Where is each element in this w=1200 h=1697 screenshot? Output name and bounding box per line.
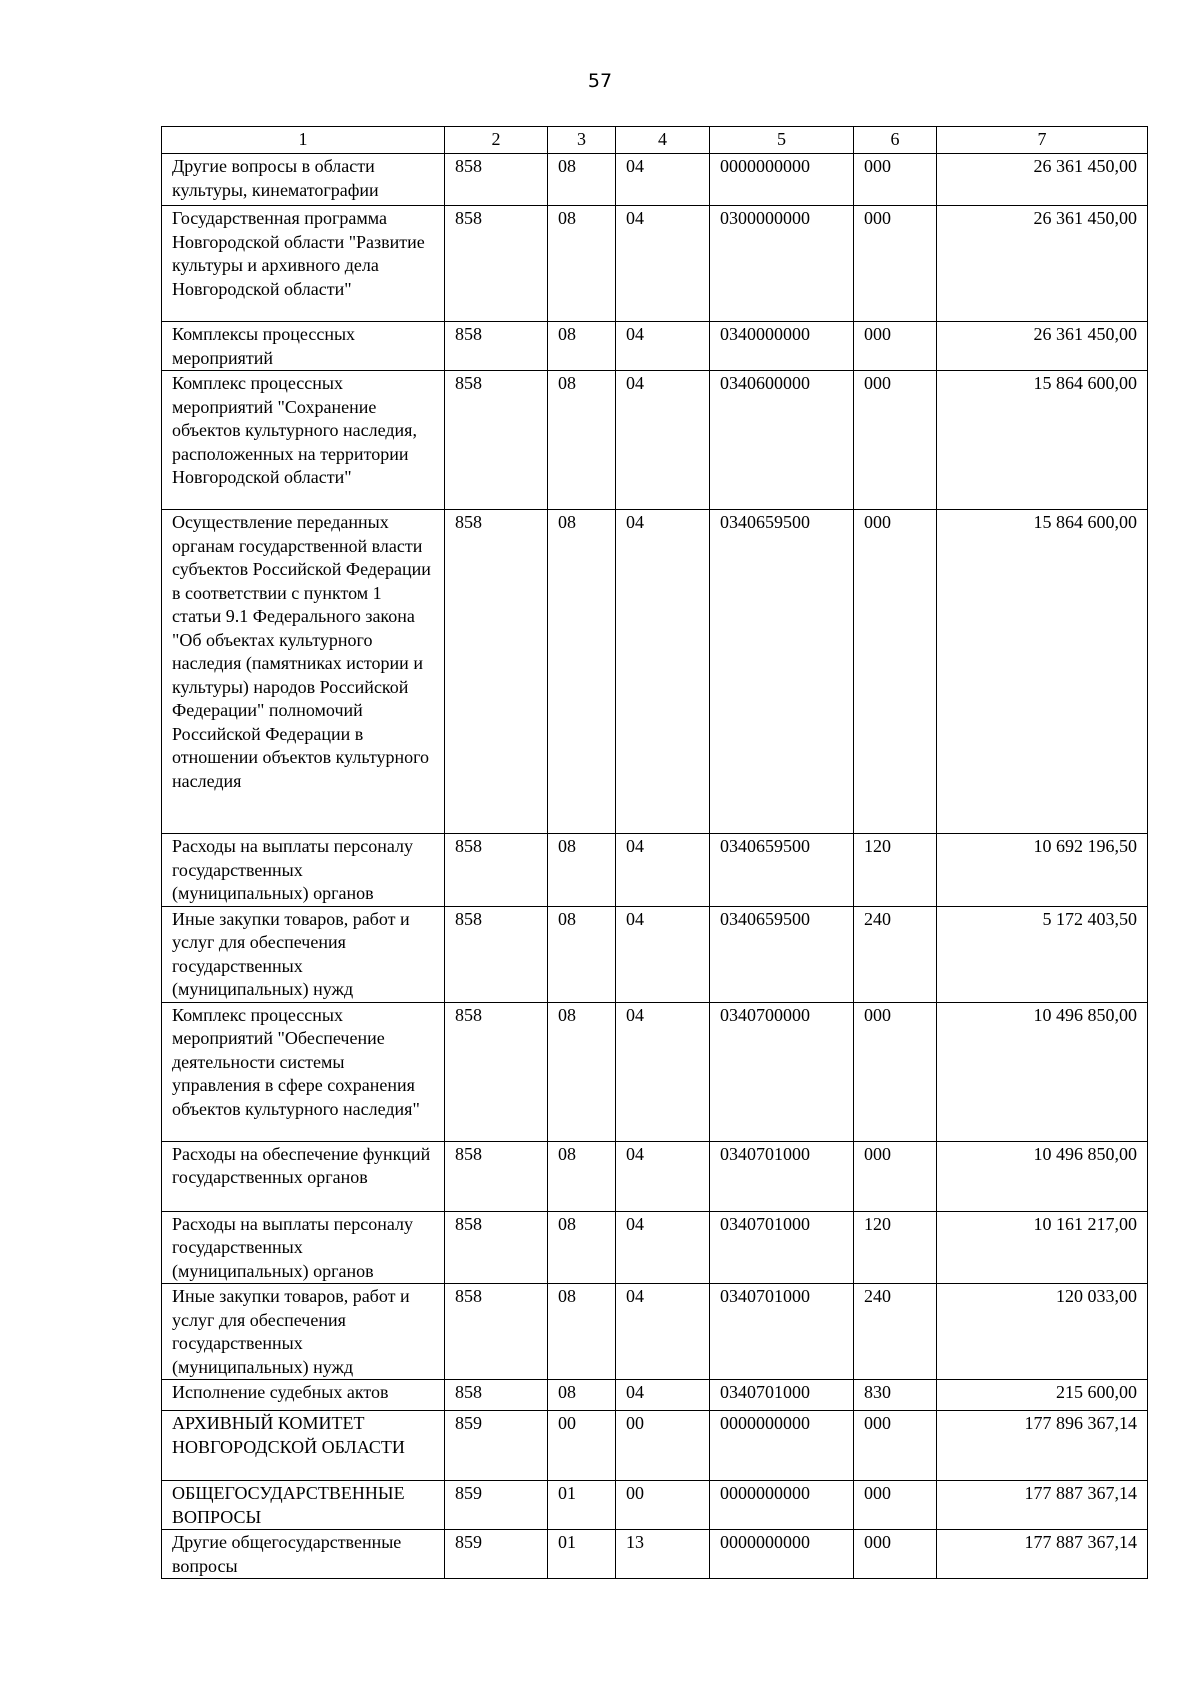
- row-name-cell: Комплекс процессных мероприятий "Обеспечение деятельности системы управления в сфере сохранения объектов культурного наследия": [162, 1002, 445, 1141]
- admin-code-cell: 859: [445, 1411, 548, 1481]
- target-article-cell: 0340701000: [710, 1141, 854, 1211]
- admin-code-cell: 858: [445, 510, 548, 834]
- section-code-cell: 08: [548, 834, 616, 907]
- column-header: 2: [445, 127, 548, 154]
- row-name-cell: Осуществление переданных органам государственной власти субъектов Российской Федерации в соответствии с пунктом 1 статьи 9.1 Федерального закона "Об объектах культурного наследия (памятниках истории и культуры) народов Российской Федерации" полномочий Российской Федерации в отношении объектов культурного наследия: [162, 510, 445, 834]
- subsection-code-cell: 13: [616, 1530, 710, 1579]
- target-article-cell: 0340659500: [710, 906, 854, 1002]
- table-row: [162, 322, 1148, 371]
- section-code-cell: 00: [548, 1411, 616, 1481]
- expense-type-cell: 000: [854, 371, 937, 510]
- table-row: [162, 834, 1148, 907]
- amount-cell: 120 033,00: [937, 1284, 1148, 1380]
- header-row: [162, 127, 1148, 154]
- table-row: [162, 1284, 1148, 1380]
- column-header: 7: [937, 127, 1148, 154]
- expense-type-cell: 000: [854, 1002, 937, 1141]
- target-article-cell: 0000000000: [710, 1530, 854, 1579]
- column-header: 5: [710, 127, 854, 154]
- subsection-code-cell: 00: [616, 1411, 710, 1481]
- expense-type-cell: 120: [854, 834, 937, 907]
- amount-cell: 26 361 450,00: [937, 322, 1148, 371]
- section-code-cell: 01: [548, 1530, 616, 1579]
- table-row: [162, 1141, 1148, 1211]
- amount-cell: 15 864 600,00: [937, 510, 1148, 834]
- subsection-code-cell: 04: [616, 322, 710, 371]
- target-article-cell: 0340659500: [710, 510, 854, 834]
- row-name-cell: Иные закупки товаров, работ и услуг для обеспечения государственных (муниципальных) нужд: [162, 906, 445, 1002]
- amount-cell: 215 600,00: [937, 1380, 1148, 1411]
- section-code-cell: 08: [548, 510, 616, 834]
- target-article-cell: 0340600000: [710, 371, 854, 510]
- subsection-code-cell: 04: [616, 206, 710, 322]
- subsection-code-cell: 04: [616, 371, 710, 510]
- section-code-cell: 01: [548, 1481, 616, 1530]
- amount-cell: 177 887 367,14: [937, 1481, 1148, 1530]
- amount-cell: 5 172 403,50: [937, 906, 1148, 1002]
- expense-type-cell: 240: [854, 1284, 937, 1380]
- row-name-cell: Расходы на выплаты персоналу государственных (муниципальных) органов: [162, 1211, 445, 1284]
- expense-type-cell: 000: [854, 1530, 937, 1579]
- admin-code-cell: 858: [445, 1141, 548, 1211]
- expense-type-cell: 000: [854, 322, 937, 371]
- admin-code-cell: 858: [445, 206, 548, 322]
- section-code-cell: 08: [548, 1380, 616, 1411]
- section-code-cell: 08: [548, 1002, 616, 1141]
- table-row: [162, 1481, 1148, 1530]
- table-row: [162, 1411, 1148, 1481]
- expense-type-cell: 120: [854, 1211, 937, 1284]
- admin-code-cell: 858: [445, 322, 548, 371]
- table-body: [162, 154, 1148, 1579]
- subsection-code-cell: 04: [616, 1284, 710, 1380]
- table-row: [162, 206, 1148, 322]
- section-code-cell: 08: [548, 1211, 616, 1284]
- admin-code-cell: 858: [445, 906, 548, 1002]
- target-article-cell: 0340700000: [710, 1002, 854, 1141]
- target-article-cell: 0340701000: [710, 1380, 854, 1411]
- subsection-code-cell: 00: [616, 1481, 710, 1530]
- amount-cell: 15 864 600,00: [937, 371, 1148, 510]
- expense-type-cell: 000: [854, 154, 937, 206]
- row-name-cell: Государственная программа Новгородской области "Развитие культуры и архивного дела Новгородской области": [162, 206, 445, 322]
- target-article-cell: 0340701000: [710, 1211, 854, 1284]
- target-article-cell: 0000000000: [710, 154, 854, 206]
- column-header: 4: [616, 127, 710, 154]
- row-name-cell: Другие общегосударственные вопросы: [162, 1530, 445, 1579]
- amount-cell: 10 496 850,00: [937, 1141, 1148, 1211]
- row-name-cell: Расходы на обеспечение функций государственных органов: [162, 1141, 445, 1211]
- section-code-cell: 08: [548, 154, 616, 206]
- table-row: [162, 1002, 1148, 1141]
- row-name-cell: Комплекс процессных мероприятий "Сохранение объектов культурного наследия, расположенных на территории Новгородской области": [162, 371, 445, 510]
- subsection-code-cell: 04: [616, 1211, 710, 1284]
- admin-code-cell: 858: [445, 1284, 548, 1380]
- table-row: [162, 154, 1148, 206]
- expense-type-cell: 000: [854, 1411, 937, 1481]
- table-row: [162, 1380, 1148, 1411]
- column-header: 3: [548, 127, 616, 154]
- row-name-cell: ОБЩЕГОСУДАРСТВЕННЫЕ ВОПРОСЫ: [162, 1481, 445, 1530]
- expense-type-cell: 240: [854, 906, 937, 1002]
- admin-code-cell: 859: [445, 1530, 548, 1579]
- admin-code-cell: 858: [445, 1211, 548, 1284]
- expense-type-cell: 000: [854, 510, 937, 834]
- table-row: [162, 1530, 1148, 1579]
- section-code-cell: 08: [548, 371, 616, 510]
- budget-table: [161, 126, 1148, 1579]
- section-code-cell: 08: [548, 206, 616, 322]
- target-article-cell: 0000000000: [710, 1411, 854, 1481]
- subsection-code-cell: 04: [616, 510, 710, 834]
- table-row: [162, 906, 1148, 1002]
- expense-type-cell: 830: [854, 1380, 937, 1411]
- row-name-cell: Иные закупки товаров, работ и услуг для обеспечения государственных (муниципальных) нужд: [162, 1284, 445, 1380]
- subsection-code-cell: 04: [616, 834, 710, 907]
- admin-code-cell: 858: [445, 1380, 548, 1411]
- amount-cell: 177 896 367,14: [937, 1411, 1148, 1481]
- admin-code-cell: 858: [445, 371, 548, 510]
- amount-cell: 10 496 850,00: [937, 1002, 1148, 1141]
- row-name-cell: Расходы на выплаты персоналу государственных (муниципальных) органов: [162, 834, 445, 907]
- target-article-cell: 0340659500: [710, 834, 854, 907]
- amount-cell: 26 361 450,00: [937, 206, 1148, 322]
- subsection-code-cell: 04: [616, 154, 710, 206]
- column-header: 1: [162, 127, 445, 154]
- section-code-cell: 08: [548, 322, 616, 371]
- subsection-code-cell: 04: [616, 1141, 710, 1211]
- subsection-code-cell: 04: [616, 906, 710, 1002]
- admin-code-cell: 858: [445, 834, 548, 907]
- page-number: 57: [587, 70, 613, 92]
- target-article-cell: 0340701000: [710, 1284, 854, 1380]
- row-name-cell: Другие вопросы в области культуры, кинематографии: [162, 154, 445, 206]
- section-code-cell: 08: [548, 906, 616, 1002]
- amount-cell: 10 161 217,00: [937, 1211, 1148, 1284]
- section-code-cell: 08: [548, 1284, 616, 1380]
- table-header: [162, 127, 1148, 154]
- admin-code-cell: 859: [445, 1481, 548, 1530]
- amount-cell: 10 692 196,50: [937, 834, 1148, 907]
- subsection-code-cell: 04: [616, 1002, 710, 1141]
- target-article-cell: 0340000000: [710, 322, 854, 371]
- admin-code-cell: 858: [445, 154, 548, 206]
- section-code-cell: 08: [548, 1141, 616, 1211]
- target-article-cell: 0000000000: [710, 1481, 854, 1530]
- row-name-cell: Комплексы процессных мероприятий: [162, 322, 445, 371]
- table-row: [162, 371, 1148, 510]
- amount-cell: 26 361 450,00: [937, 154, 1148, 206]
- table-row: [162, 510, 1148, 834]
- expense-type-cell: 000: [854, 1141, 937, 1211]
- row-name-cell: АРХИВНЫЙ КОМИТЕТ НОВГОРОДСКОЙ ОБЛАСТИ: [162, 1411, 445, 1481]
- target-article-cell: 0300000000: [710, 206, 854, 322]
- table-row: [162, 1211, 1148, 1284]
- row-name-cell: Исполнение судебных актов: [162, 1380, 445, 1411]
- expense-type-cell: 000: [854, 206, 937, 322]
- admin-code-cell: 858: [445, 1002, 548, 1141]
- amount-cell: 177 887 367,14: [937, 1530, 1148, 1579]
- column-header: 6: [854, 127, 937, 154]
- subsection-code-cell: 04: [616, 1380, 710, 1411]
- expense-type-cell: 000: [854, 1481, 937, 1530]
